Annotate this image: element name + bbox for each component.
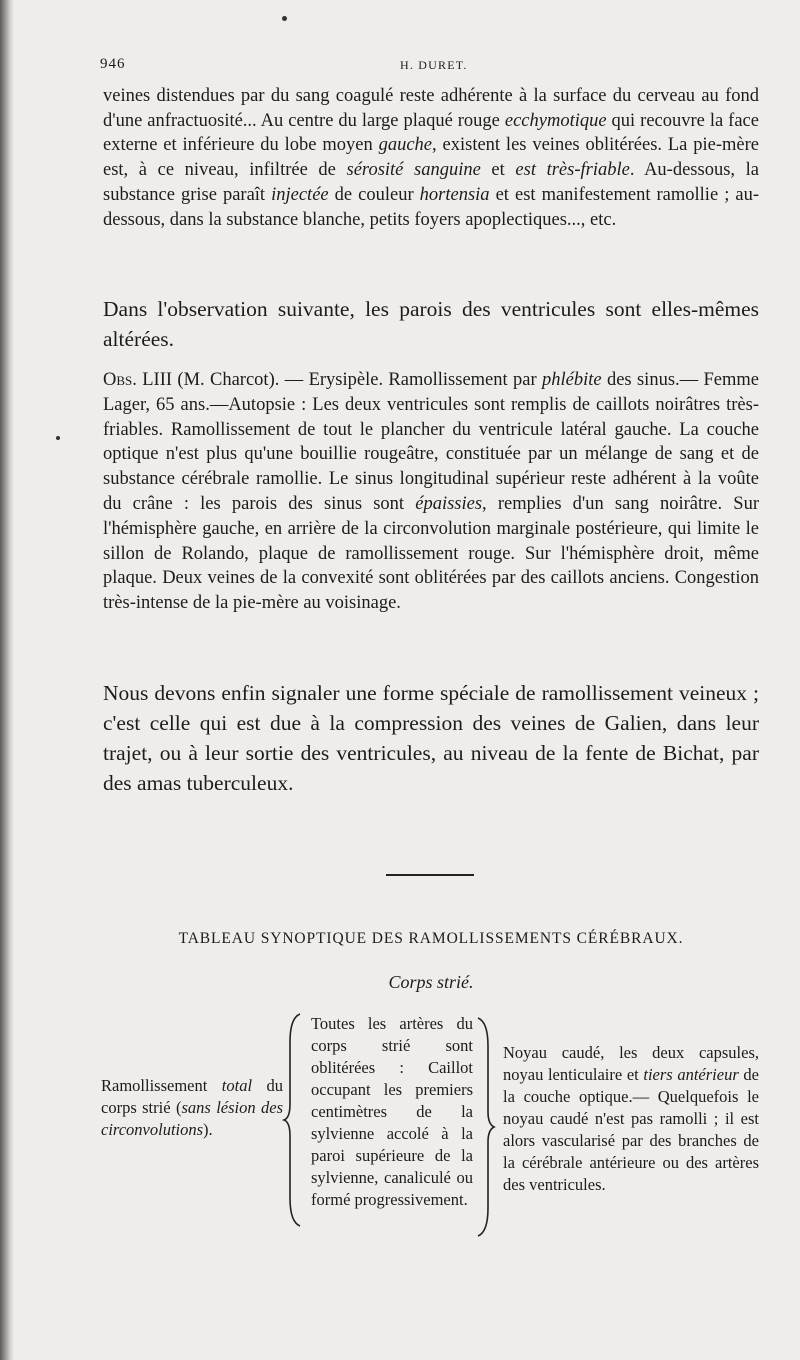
paragraph-conclusion: Nous devons enfin signaler une forme spéciale de ramollissement veineux ; c'est celle qui est due à la compression des veines de Galien, dans leur trajet, ou à leur sortie des ventricules, au niveau de la fente de Bichat, par des amas tuberculeux. [103,681,759,795]
table-column-regions: Noyau caudé, les deux capsules, noyau lenticulaire et tiers antérieur de la couche optique.— Quelquefois le noyau caudé n'est pas ramolli ; il est alors vascularisé par des branches de la cérébrale antérieure ou des artères des ventricules. [503,1043,759,1194]
running-head-author: H. DURET. [400,58,468,72]
observation-label: Obs. LIII [103,370,173,390]
brace-middle [474,1016,498,1238]
table-column-arteries: Toutes les artères du corps strié sont oblitérées : Caillot occupant les premiers centimètres de la sylvienne accolé à la paroi supérieure de la sylvienne, canaliculé ou formé progressivement. [311,1014,473,1209]
paragraph-intro: Dans l'observation suivante, les parois des ventricules sont elles-mêmes altérées. [103,297,759,351]
paragraph-observation-end: veines distendues par du sang coagulé reste adhérente à la surface du cerveau au fond d'une anfractuosité... Au centre du large plaqué rouge ecchymotique qui recouvre la face externe et inférieure du lobe moyen gauche, existent les veines oblitérées. La pie-mère est, à ce niveau, infiltrée de sérosité sanguine et est très-friable. Au-dessous, la substance grise paraît injectée de couleur hortensia et est manifestement ramollie ; au-dessous, dans la substance blanche, petits foyers apoplectiques..., etc. [103,86,760,230]
running-head [100,56,760,82]
ink-dot [56,436,60,440]
table-title: TABLEAU SYNOPTIQUE DES RAMOLLISSEMENTS CÉRÉBRAUX. [178,930,684,947]
table-column-lesion: Ramollissement total du corps strié (sans lésion des circonvolutions). [101,1076,283,1139]
section-divider [386,874,474,876]
paragraph-observation-liii: Obs. LIII (M. Charcot). — Erysipèle. Ramollissement par phlébite des sinus.— Femme Lager, 65 ans.—Autopsie : Les deux ventricules sont remplis de caillots noirâtres très-friables. Ramollissement de tout le plancher du ventricule latéral gauche. La couche optique n'est plus qu'une bouillie rougeâtre, constituée par un mélange de sang et de substance cérébrale ramollie. Le sinus longitudinal supérieur reste adhérent à la voûte du crâne : les parois des sinus sont épaissies, remplies d'un sang noirâtre. Sur l'hémisphère gauche, en arrière de la circonvolution marginale postérieure, qui limite le sillon de Rolando, plaque de ramollissement rouge. Sur l'hémisphère droit, même plaque. Deux veines de la convexité sont oblitérées par des caillots anciens. Congestion très-intense de la pie-mère au voisinage. [103,370,760,614]
brace-left [282,1012,306,1228]
page-number: 946 [100,56,126,72]
ink-dot [282,16,287,21]
binding-shadow [0,0,14,1360]
table-section-title: Corps strié. [388,972,474,992]
